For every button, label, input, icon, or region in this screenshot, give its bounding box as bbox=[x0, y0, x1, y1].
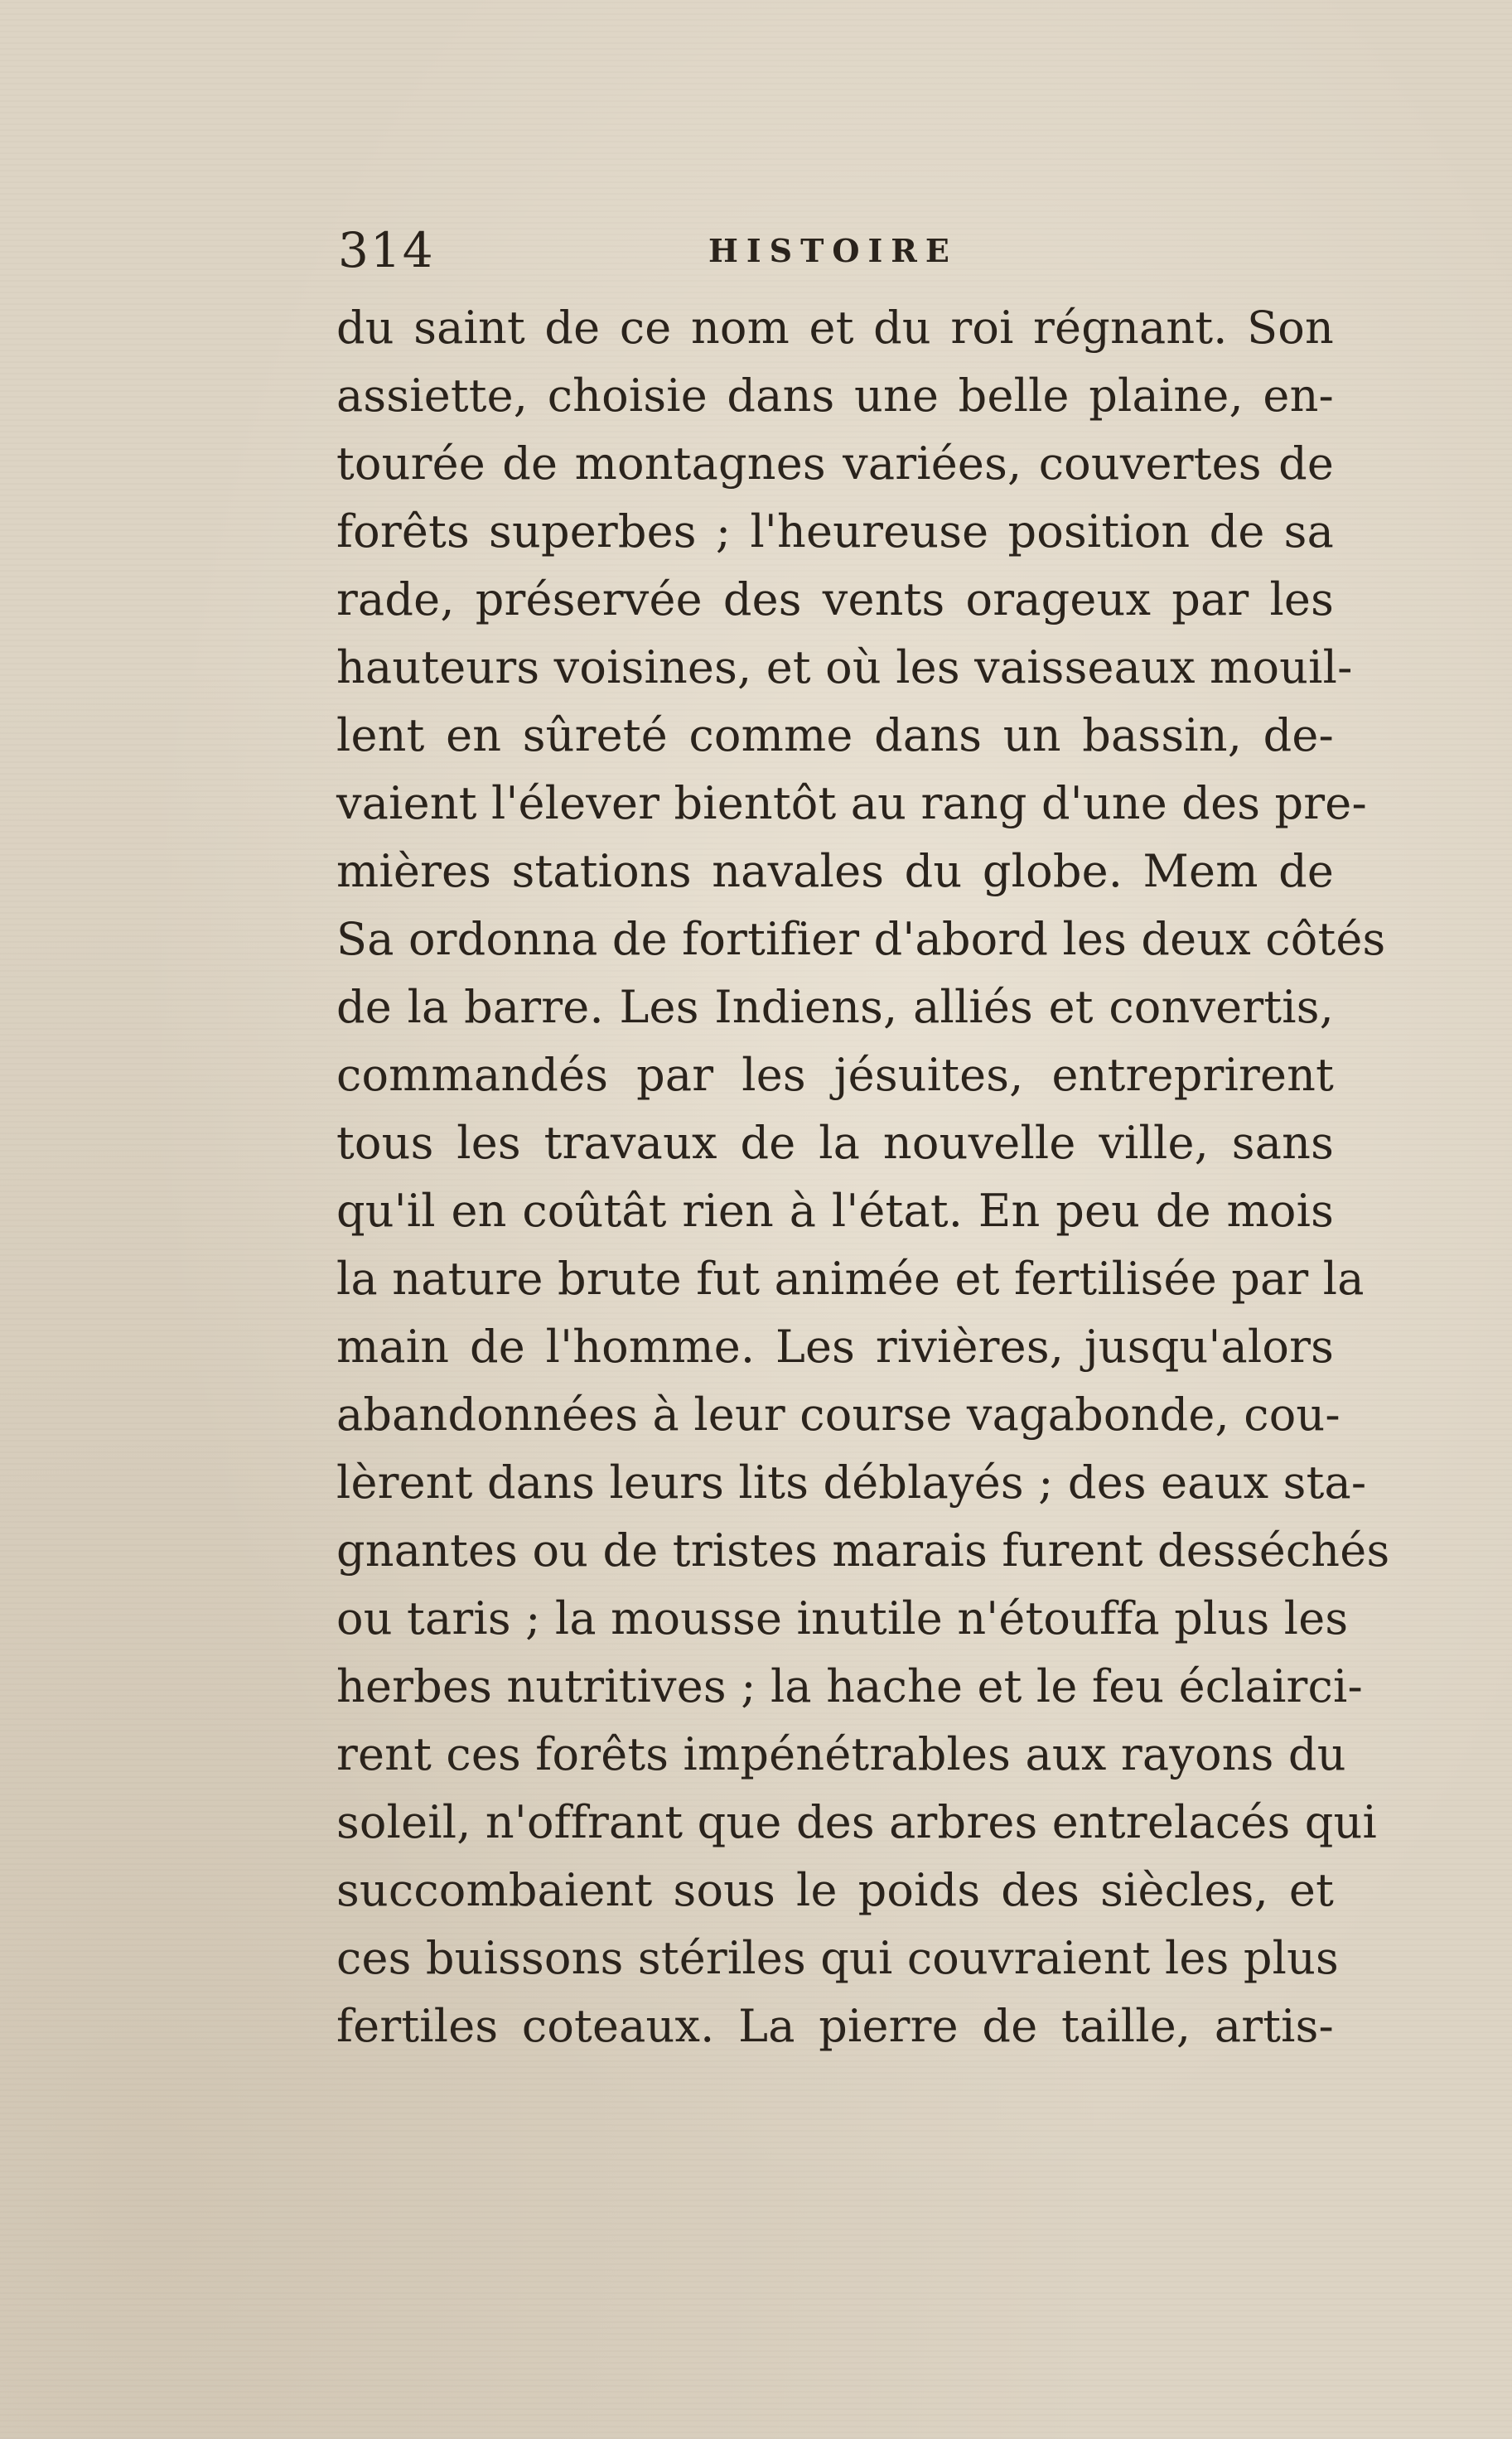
text-line-11: de la barre. Les Indiens, alliés et convertis, bbox=[336, 981, 1334, 1033]
body-text bbox=[336, 294, 1390, 2060]
text-line-4: forêts superbes ; l'heureuse position de sa bbox=[336, 505, 1334, 558]
page-number: 314 bbox=[338, 222, 435, 278]
text-line-8: vaient l'élever bientôt au rang d'une des pre- bbox=[336, 777, 1367, 829]
text-line-22: rent ces forêts impénétrables aux rayons du bbox=[336, 1728, 1346, 1780]
text-line-9: mières stations navales du globe. Mem de bbox=[336, 845, 1334, 897]
text-line-12: commandés par les jésuites, entreprirent bbox=[336, 1049, 1334, 1101]
text-line-20: ou taris ; la mousse inutile n'étouffa plus les bbox=[336, 1592, 1349, 1645]
text-line-18: lèrent dans leurs lits déblayés ; des eaux sta- bbox=[336, 1456, 1367, 1509]
running-head: HISTOIRE bbox=[708, 232, 958, 269]
text-line-2: assiette, choisie dans une belle plaine, en- bbox=[336, 369, 1334, 422]
text-line-24: succombaient sous le poids des siècles, et bbox=[336, 1864, 1334, 1916]
text-line-26: fertiles coteaux. La pierre de taille, artis- bbox=[336, 2000, 1334, 2052]
text-line-7: lent en sûreté comme dans un bassin, de- bbox=[336, 709, 1334, 761]
text-line-16: main de l'homme. Les rivières, jusqu'alors bbox=[336, 1321, 1334, 1373]
text-line-17: abandonnées à leur course vagabonde, cou- bbox=[336, 1389, 1341, 1441]
text-line-3: tourée de montagnes variées, couvertes de bbox=[336, 437, 1334, 490]
text-line-21: herbes nutritives ; la hache et le feu éclairci- bbox=[336, 1660, 1363, 1712]
text-line-1: du saint de ce nom et du roi régnant. Son bbox=[336, 302, 1334, 354]
text-line-14: qu'il en coûtât rien à l'état. En peu de mois bbox=[336, 1185, 1334, 1237]
text-line-10: Sa ordonna de fortifier d'abord les deux côtés bbox=[336, 913, 1386, 965]
text-line-13: tous les travaux de la nouvelle ville, sans bbox=[336, 1117, 1334, 1169]
text-line-5: rade, préservée des vents orageux par les bbox=[336, 573, 1334, 625]
text-line-19: gnantes ou de tristes marais furent desséchés bbox=[336, 1524, 1390, 1577]
text-line-25: ces buissons stériles qui couvraient les plus bbox=[336, 1932, 1339, 1984]
text-line-6: hauteurs voisines, et où les vaisseaux mouil- bbox=[336, 641, 1353, 693]
page-header bbox=[338, 217, 1332, 283]
text-line-23: soleil, n'offrant que des arbres entrelacés qui bbox=[336, 1796, 1377, 1848]
text-line-15: la nature brute fut animée et fertilisée par la bbox=[336, 1253, 1365, 1305]
